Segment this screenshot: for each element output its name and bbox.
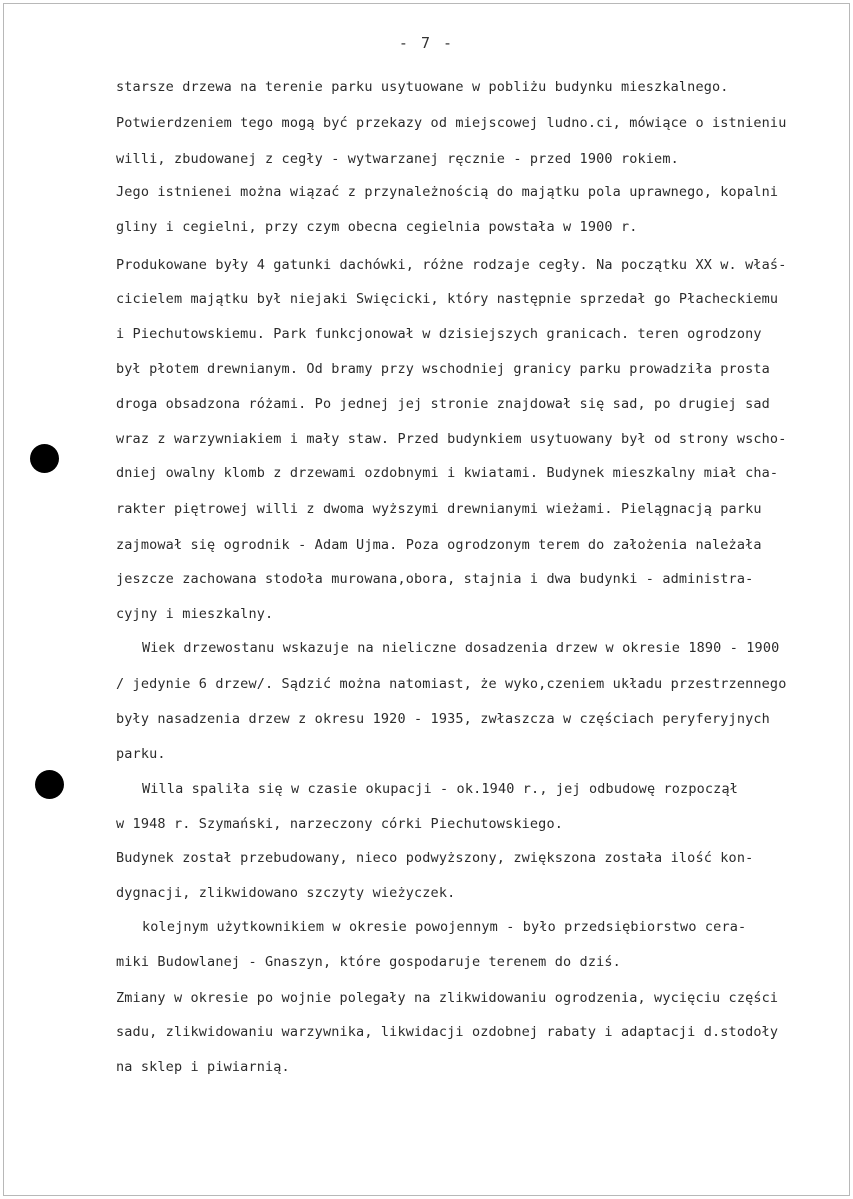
text-line: cyjny i mieszkalny. bbox=[116, 606, 274, 622]
text-line: Potwierdzeniem tego mogą być przekazy od miejscowej ludno.ci, mówiące o istnieniu bbox=[116, 115, 787, 131]
text-line: Zmiany w okresie po wojnie polegały na zlikwidowaniu ogrodzenia, wycięciu części bbox=[116, 990, 779, 1006]
text-line: starsze drzewa na terenie parku usytuowane w pobliżu budynku mieszkalnego. bbox=[116, 79, 729, 95]
punch-hole-bottom bbox=[35, 770, 64, 799]
text-line: miki Budowlanej - Gnaszyn, które gospodaruje terenem do dziś. bbox=[116, 954, 621, 970]
text-line: cicielem majątku był niejaki Swięcicki, który następnie sprzedał go Płacheckiemu bbox=[116, 291, 779, 307]
text-line: / jedynie 6 drzew/. Sądzić można natomiast, że wyko,czeniem układu przestrzennego bbox=[116, 676, 787, 692]
text-line: zajmował się ogrodnik - Adam Ujma. Poza ogrodzonym terem do założenia należała bbox=[116, 537, 762, 553]
text-line: dniej owalny klomb z drzewami ozdobnymi i kwiatami. Budynek mieszkalny miał cha- bbox=[116, 465, 779, 481]
text-line: kolejnym użytkownikiem w okresie powojennym - było przedsiębiorstwo cera- bbox=[142, 919, 747, 935]
text-line: parku. bbox=[116, 746, 166, 762]
text-line: Jego istnienei można wiązać z przynależnością do majątku pola uprawnego, kopalni bbox=[116, 184, 779, 200]
text-line: i Piechutowskiemu. Park funkcjonował w dzisiejszych granicach. teren ogrodzony bbox=[116, 326, 762, 342]
text-line: były nasadzenia drzew z okresu 1920 - 1935, zwłaszcza w częściach peryferyjnych bbox=[116, 711, 770, 727]
text-line: jeszcze zachowana stodoła murowana,obora, stajnia i dwa budynki - administra- bbox=[116, 571, 754, 587]
text-line: willi, zbudowanej z cegły - wytwarzanej ręcznie - przed 1900 rokiem. bbox=[116, 151, 679, 167]
text-line: droga obsadzona różami. Po jednej jej stronie znajdował się sad, po drugiej sad bbox=[116, 396, 770, 412]
page-border bbox=[3, 3, 850, 1196]
text-line: sadu, zlikwidowaniu warzywnika, likwidacji ozdobnej rabaty i adaptacji d.stodoły bbox=[116, 1024, 779, 1040]
text-line: wraz z warzywniakiem i mały staw. Przed budynkiem usytuowany był od strony wscho- bbox=[116, 431, 787, 447]
text-line: gliny i cegielni, przy czym obecna cegielnia powstała w 1900 r. bbox=[116, 219, 638, 235]
text-line: Willa spaliła się w czasie okupacji - ok.1940 r., jej odbudowę rozpoczął bbox=[142, 781, 738, 797]
text-line: rakter piętrowej willi z dwoma wyższymi drewnianymi wieżami. Pielągnacją parku bbox=[116, 501, 762, 517]
text-line: dygnacji, zlikwidowano szczyty wieżyczek. bbox=[116, 885, 456, 901]
text-line: Produkowane były 4 gatunki dachówki, różne rodzaje cegły. Na początku XX w. właś- bbox=[116, 257, 787, 273]
page-number: - 7 - bbox=[398, 34, 455, 52]
text-line: Wiek drzewostanu wskazuje na nieliczne dosadzenia drzew w okresie 1890 - 1900 bbox=[142, 640, 780, 656]
text-line: w 1948 r. Szymański, narzeczony córki Piechutowskiego. bbox=[116, 816, 563, 832]
text-line: był płotem drewnianym. Od bramy przy wschodniej granicy parku prowadziła prosta bbox=[116, 361, 770, 377]
text-line: Budynek został przebudowany, nieco podwyższony, zwiększona została ilość kon- bbox=[116, 850, 754, 866]
punch-hole-top bbox=[30, 444, 59, 473]
text-line: na sklep i piwiarnią. bbox=[116, 1059, 290, 1075]
